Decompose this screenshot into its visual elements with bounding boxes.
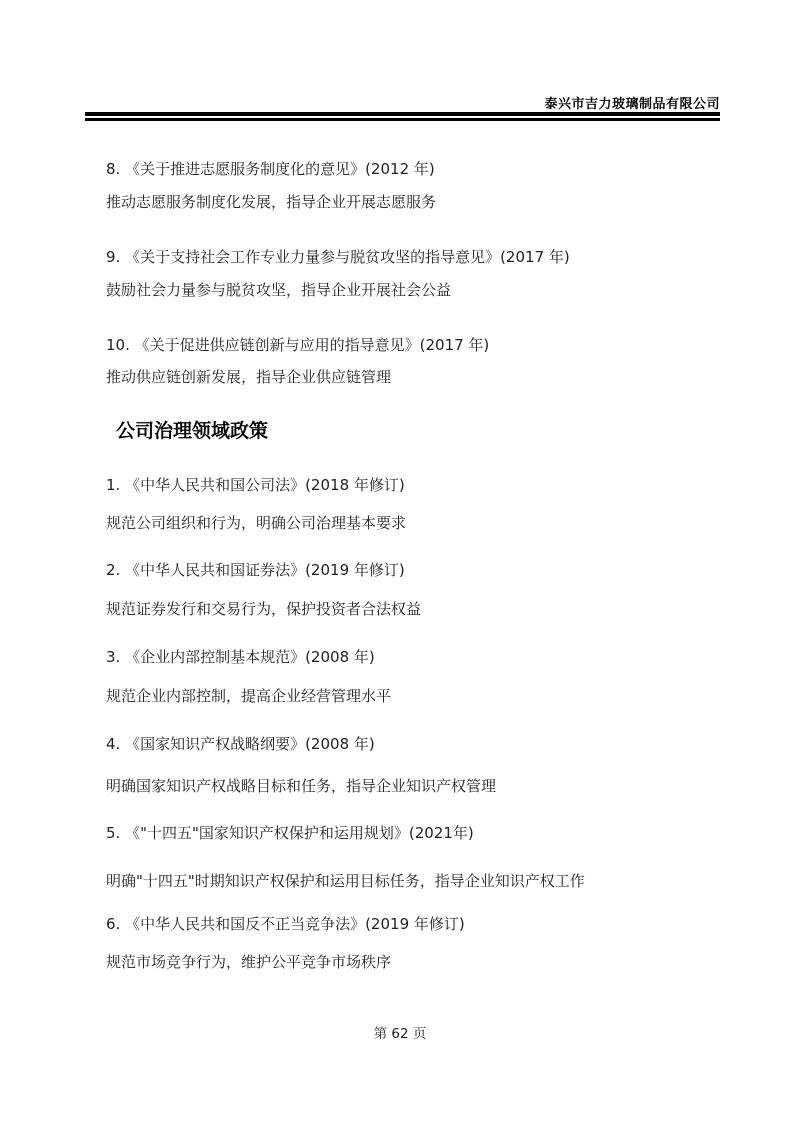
header-company-name: 泰兴市吉力玻璃制品有限公司 [544, 97, 720, 112]
header-double-rule [85, 112, 720, 121]
policy-item-title: 6. 《中华人民共和国反不正当竞争法》(2019 年修订) [106, 915, 465, 933]
policy-item-description: 明确国家知识产权战略目标和任务，指导企业知识产权管理 [106, 777, 497, 795]
policy-item-description: 规范企业内部控制，提高企业经营管理水平 [106, 687, 392, 705]
page-number: 第 62 页 [373, 1026, 427, 1042]
policy-item-description: 规范市场竞争行为，维护公平竞争市场秩序 [106, 953, 392, 971]
policy-item-title: 3. 《企业内部控制基本规范》(2008 年) [106, 648, 375, 666]
policy-item-title: 1. 《中华人民共和国公司法》(2018 年修订) [106, 476, 405, 494]
policy-item-title: 4. 《国家知识产权战略纲要》(2008 年) [106, 735, 375, 753]
policy-item-title: 5. 《"十四五"国家知识产权保护和运用规划》(2021年) [106, 824, 474, 842]
policy-item-description: 规范证券发行和交易行为，保护投资者合法权益 [106, 600, 422, 618]
policy-item-title: 2. 《中华人民共和国证券法》(2019 年修订) [106, 561, 405, 579]
section-heading-governance: 公司治理领域政策 [116, 420, 269, 442]
policy-item-description: 鼓励社会力量参与脱贫攻坚，指导企业开展社会公益 [106, 281, 452, 299]
policy-item-description: 明确"十四五"时期知识产权保护和运用目标任务，指导企业知识产权工作 [106, 872, 585, 890]
policy-item-title: 9. 《关于支持社会工作专业力量参与脱贫攻坚的指导意见》(2017 年) [106, 248, 570, 266]
policy-item-description: 推动供应链创新发展，指导企业供应链管理 [106, 368, 392, 386]
policy-item-title: 10. 《关于促进供应链创新与应用的指导意见》(2017 年) [106, 336, 490, 354]
policy-item-title: 8. 《关于推进志愿服务制度化的意见》(2012 年) [106, 160, 435, 178]
policy-item-description: 规范公司组织和行为，明确公司治理基本要求 [106, 514, 407, 532]
policy-item-description: 推动志愿服务制度化发展，指导企业开展志愿服务 [106, 193, 437, 211]
